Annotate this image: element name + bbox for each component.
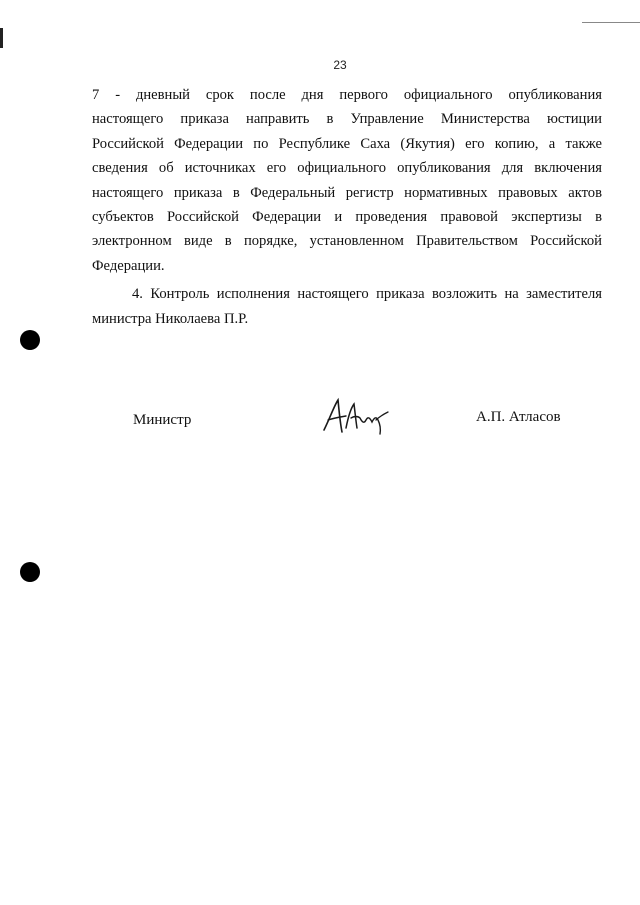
- paragraph-line: настоящего приказа направить в Управление Министерства юстиции: [92, 111, 602, 128]
- paragraph-line: настоящего приказа в Федеральный регистр нормативных правовых актов: [92, 184, 602, 201]
- signatory-name: А.П. Атласов: [476, 409, 561, 425]
- paragraph-line: 7 - дневный срок после дня первого официального опубликования: [92, 87, 602, 103]
- paragraph-line: 4. Контроль исполнения настоящего приказа возложить на заместителя: [132, 286, 602, 303]
- paragraph-line: субъектов Российской Федерации и проведения правовой экспертизы в: [92, 209, 602, 226]
- punch-hole-top: [20, 330, 40, 350]
- paragraph-publication-deadline: [92, 83, 602, 278]
- punch-hole-bottom: [20, 562, 40, 582]
- page-number: 23: [333, 58, 347, 72]
- scan-edge-mark: [0, 28, 3, 48]
- paragraph-control-clause: [92, 282, 602, 331]
- paragraph-line: сведения об источниках его официального опубликования для включения: [92, 160, 602, 177]
- paragraph-line: министра Николаева П.Р.: [92, 310, 249, 327]
- paragraph-line: электронном виде в порядке, установленном Правительством Российской: [92, 233, 602, 250]
- paragraph-line: Российской Федерации по Республике Саха (Якутия) его копию, а также: [92, 135, 602, 152]
- scan-top-rule: [582, 22, 640, 23]
- signatory-title: Министр: [133, 412, 192, 428]
- paragraph-line: Федерации.: [92, 257, 165, 274]
- document-body: [92, 83, 602, 331]
- handwritten-signature: [320, 396, 400, 440]
